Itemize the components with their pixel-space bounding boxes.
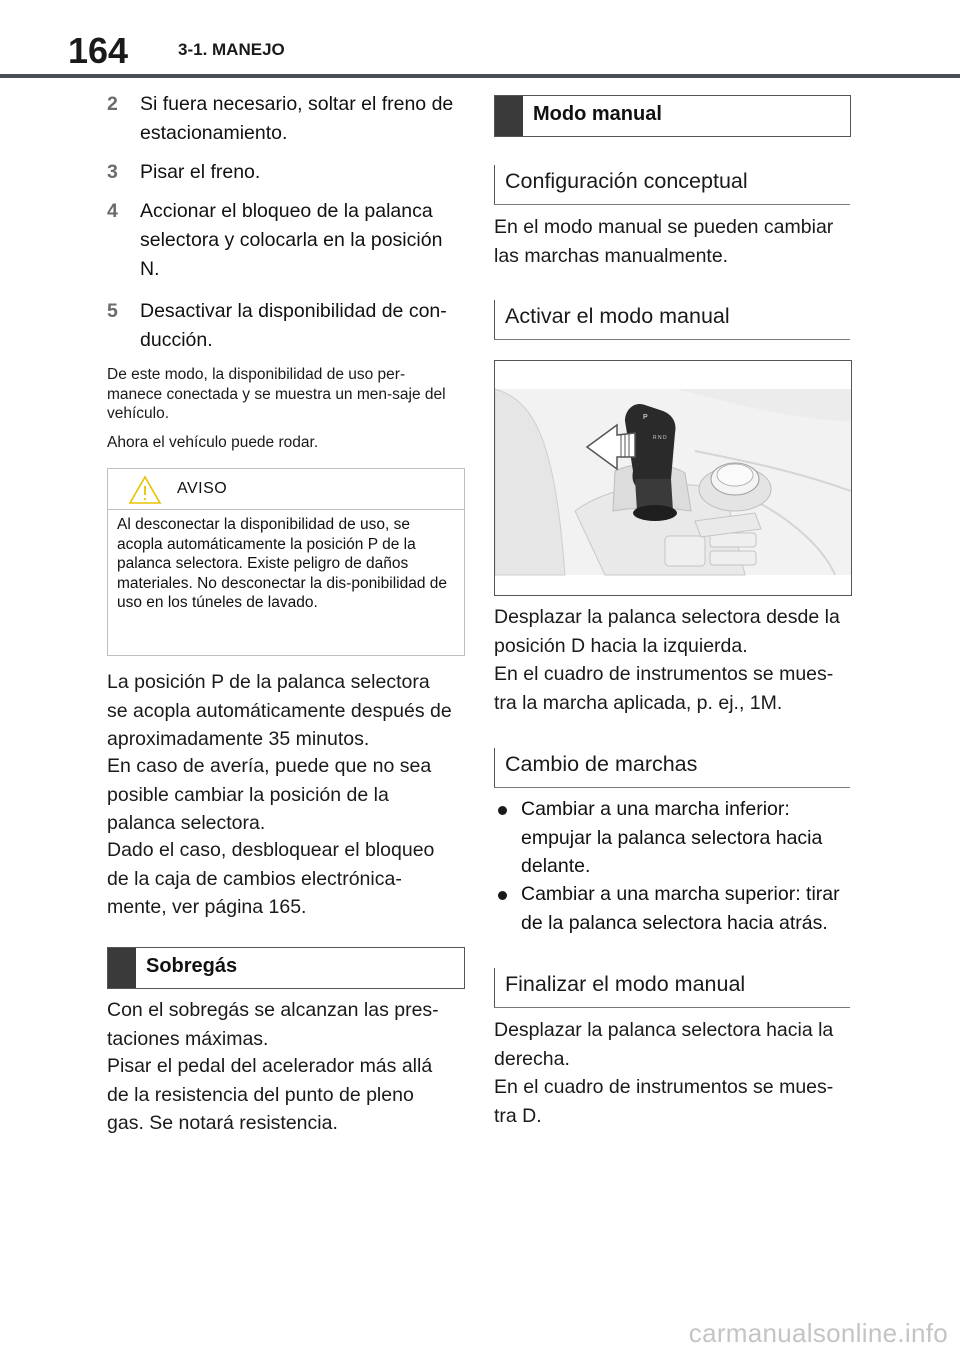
header-divider <box>0 74 960 78</box>
list-item <box>494 880 850 937</box>
bullet-icon <box>498 891 507 900</box>
step-4 <box>107 197 467 284</box>
notice-header <box>108 469 464 510</box>
gear-lever-illustration <box>494 360 852 596</box>
subsection-title-label: Finalizar el modo manual <box>505 972 746 996</box>
step-text: Accionar el bloqueo de la palanca selectora y colocarla en la posición N. <box>140 200 443 280</box>
gear-selector-drawing <box>495 361 851 595</box>
paragraph: Dado el caso, desbloquear el bloqueo de la caja de cambios electrónica-mente, ver página 165. <box>107 839 435 918</box>
title-rule <box>494 300 495 340</box>
section-title-sobregas <box>107 947 465 989</box>
subsection-title-concept <box>494 165 850 205</box>
title-rule <box>494 787 850 788</box>
list-item <box>494 795 850 881</box>
watermark-text: carmanualsonline.info <box>688 1318 948 1348</box>
step-number: 2 <box>107 93 118 115</box>
warning-triangle-icon <box>128 475 162 505</box>
step-number: 4 <box>107 200 118 222</box>
paragraph: Pisar el pedal del acelerador más allá de la resistencia del punto de pleno gas. Se notará resistencia. <box>107 1055 433 1134</box>
title-rule <box>494 204 850 205</box>
step-number: 3 <box>107 161 118 183</box>
step-number: 5 <box>107 300 118 322</box>
step-text: Desactivar la disponibilidad de con-ducción. <box>140 300 447 351</box>
step-2 <box>107 90 467 148</box>
step-text: Si fuera necesario, soltar el freno de estacionamiento. <box>140 93 454 144</box>
page-header <box>0 0 960 80</box>
section-title-label: Modo manual <box>533 103 662 125</box>
subsection-title-label: Activar el modo manual <box>505 304 730 328</box>
step-text: Pisar el freno. <box>140 161 261 183</box>
step-5 <box>107 297 467 355</box>
title-rule <box>494 1007 850 1008</box>
paragraph: La posición P de la palanca selectora se acopla automáticamente después de aproximadamente 35 minutos. <box>107 671 452 750</box>
figure-caption: Desplazar la palanca selectora desde la posición D hacia la izquierda. <box>494 606 840 657</box>
note-text: Ahora el vehículo puede rodar. <box>107 434 319 451</box>
subsection-title-label: Cambio de marchas <box>505 752 698 776</box>
lever-marks: R N D <box>653 435 667 441</box>
paragraph: Desplazar la palanca selectora hacia la derecha. <box>494 1019 834 1070</box>
list-item-text: Cambiar a una marcha inferior: empujar la palanca selectora hacia delante. <box>521 798 823 877</box>
lever-letter: P <box>643 414 648 421</box>
paragraph: En el cuadro de instrumentos se mues-tra la marcha aplicada, p. ej., 1M. <box>494 663 834 714</box>
title-block <box>495 96 523 136</box>
notice-body: Al desconectar la disponibilidad de uso, se acopla automáticamente la posición P de la palanca selectora. Existe peligro de daños materiales. No desconectar la dis-ponibilidad de uso en los túneles de lavado. <box>117 516 447 611</box>
subsection-title-label: Configuración conceptual <box>505 169 748 193</box>
paragraph: Con el sobregás se alcanzan las pres-taciones máximas. <box>107 999 439 1050</box>
bullet-icon <box>498 806 507 815</box>
title-rule <box>494 968 495 1008</box>
title-rule <box>494 339 850 340</box>
watermark <box>0 1318 960 1349</box>
title-rule <box>494 748 495 788</box>
title-block <box>108 948 136 988</box>
step-3 <box>107 158 467 187</box>
paragraph: En el cuadro de instrumentos se mues-tra D. <box>494 1076 834 1127</box>
subsection-title-finalizar <box>494 968 850 1008</box>
list-item-text: Cambiar a una marcha superior: tirar de la palanca selectora hacia atrás. <box>521 883 840 934</box>
title-rule <box>494 165 495 205</box>
notice-box <box>107 468 465 656</box>
paragraph: En caso de avería, puede que no sea posible cambiar la posición de la palanca selectora. <box>107 755 432 834</box>
note-text: De este modo, la disponibilidad de uso per-manece conectada y se muestra un men-saje del vehículo. <box>107 366 446 422</box>
subsection-title-cambio <box>494 748 850 788</box>
paragraph: En el modo manual se pueden cambiar las marchas manualmente. <box>494 216 834 267</box>
page-number: 164 <box>68 30 129 71</box>
notice-title: AVISO <box>177 480 228 497</box>
section-label: 3-1. MANEJO <box>178 40 285 59</box>
subsection-title-activar <box>494 300 850 340</box>
section-title-label: Sobregás <box>146 955 238 977</box>
section-title-modo-manual <box>494 95 851 137</box>
